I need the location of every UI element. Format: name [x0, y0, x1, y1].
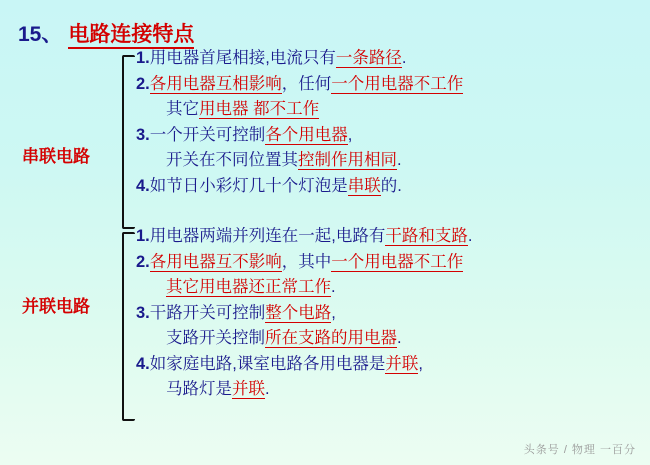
line-number: 4. [136, 354, 150, 373]
line-text: . [331, 278, 336, 296]
parallel-circuit-label: 并联电路 [22, 297, 90, 316]
line-text: 一个开关可控制 [149, 125, 266, 144]
line-number: 3. [136, 125, 150, 144]
line-text: , [331, 303, 336, 322]
line-text: 干路开关可控制 [149, 303, 266, 322]
text-line [136, 50, 636, 67]
line-number: 3. [136, 303, 150, 322]
highlighted-term: 并联 [385, 354, 419, 373]
line-text: 的. [380, 176, 402, 195]
line-number: 4. [136, 176, 150, 195]
text-line [136, 76, 636, 93]
line-text: . [265, 380, 270, 398]
highlighted-term: 一个用电器不工作 [331, 74, 464, 93]
text-line [136, 254, 636, 271]
line-text: 支路开关控制 [166, 329, 265, 347]
text-line [136, 127, 636, 144]
series-bracket [122, 55, 135, 229]
text-line [136, 356, 636, 373]
highlighted-term: 用电器 都不工作 [199, 100, 320, 118]
line-text: ，其中 [281, 252, 332, 271]
highlighted-term: 并联 [232, 380, 265, 398]
watermark: 头条号 / 物理 一百分 [523, 444, 636, 456]
highlighted-term: 各个用电器 [265, 125, 348, 144]
series-circuit-label: 串联电路 [22, 147, 90, 166]
text-line [136, 279, 636, 296]
line-number: 2. [136, 252, 150, 271]
title-number: 15、 [18, 23, 63, 46]
line-text: 如节日小彩灯几十个灯泡是 [149, 176, 348, 195]
line-text: 开关在不同位置其 [166, 151, 298, 169]
text-line [136, 330, 636, 347]
highlighted-term: 干路和支路 [385, 227, 468, 245]
series-lines-block [136, 50, 636, 203]
highlighted-term: 所在支路的用电器 [265, 329, 397, 347]
line-text: 用电器两端并列连在一起,电路有 [149, 227, 386, 245]
highlighted-term: 其它用电器还正常工作 [166, 278, 331, 296]
line-text: . [397, 329, 402, 347]
highlighted-term: 一条路径 [335, 49, 402, 67]
line-text: . [401, 49, 407, 67]
line-text: 其它 [166, 100, 199, 118]
parallel-lines-block [136, 228, 636, 407]
highlighted-term: 串联 [347, 176, 381, 195]
text-line [136, 178, 636, 195]
line-text: , [418, 354, 423, 373]
text-line [136, 305, 636, 322]
highlighted-term: 整个电路 [265, 303, 332, 322]
text-line [136, 381, 636, 398]
line-number: 1. [136, 227, 150, 245]
line-text: 用电器首尾相接,电流只有 [149, 49, 336, 67]
line-number: 1. [136, 49, 150, 67]
title-text: 电路连接特点 [68, 23, 194, 49]
parallel-bracket [122, 232, 135, 421]
line-text: . [467, 227, 473, 245]
line-text: , [347, 125, 353, 144]
text-line [136, 152, 636, 169]
text-line [136, 228, 636, 245]
page-title [18, 18, 194, 49]
line-text: 如家庭电路,课室电路各用电器是 [149, 354, 386, 373]
line-text: ，任何 [281, 74, 332, 93]
highlighted-term: 各用电器互不影响 [149, 252, 282, 271]
highlighted-term: 各用电器互相影响 [149, 74, 282, 93]
line-text: 马路灯是 [166, 380, 232, 398]
highlighted-term: 一个用电器不工作 [331, 252, 464, 271]
highlighted-term: 控制作用相同 [298, 151, 397, 169]
text-line [136, 101, 636, 118]
line-text: . [397, 151, 402, 169]
line-number: 2. [136, 74, 150, 93]
